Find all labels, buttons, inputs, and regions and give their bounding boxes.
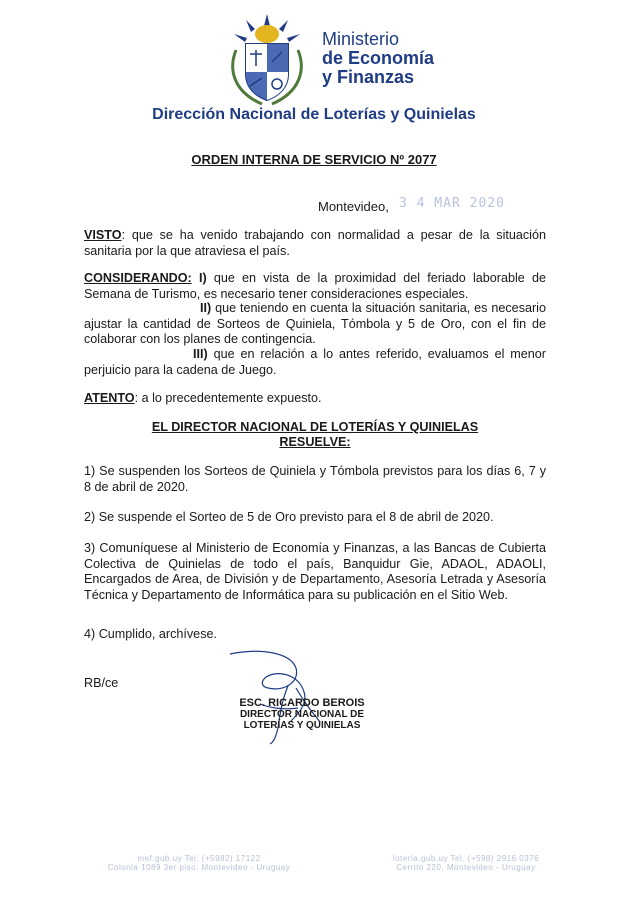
coat-of-arms-icon	[224, 14, 310, 110]
footer-right	[376, 854, 556, 872]
footer-left	[84, 854, 314, 872]
signatory-name: ESC. RICARDO BEROIS	[239, 697, 365, 709]
initials: RB/ce	[84, 676, 119, 690]
considerando-1-number: I)	[198, 271, 207, 285]
considerando-2-text: que teniendo en cuenta la situación sanitaria, es necesario ajustar la cantidad de Sorteos de Quiniela, Tómbola y 5 de Oro, con el fin de colaborar con los planes de contingencia.	[84, 301, 546, 346]
considerando-1-text: que en vista de la proximidad del feriado laborable de Semana de Turismo, es necesario tener consideraciones especiales.	[84, 271, 547, 301]
footer-right-line-2: Cerrito 220, Montevideo - Uruguay	[396, 863, 536, 872]
resolve-line-2: RESUELVE:	[279, 435, 351, 449]
ministry-line-3: y Finanzas	[322, 67, 415, 87]
date-stamp: 3 4 MAR 2020	[399, 196, 505, 211]
resolve-line-1: EL DIRECTOR NACIONAL DE LOTERÍAS Y QUINIELAS	[151, 420, 479, 434]
considerando-3-paragraph	[84, 347, 546, 378]
visto-paragraph	[84, 228, 546, 259]
footer-right-line-1: loteria.gub.uy Tel. (+598) 2916 0376	[392, 854, 540, 863]
considerando-3-text: que en relación a lo antes referido, evaluamos el menor perjuicio para la cadena de Juego.	[84, 347, 546, 377]
resolution-item-4: 4) Cumplido, archívese.	[84, 627, 217, 641]
document-title: ORDEN INTERNA DE SERVICIO Nº 2077	[191, 152, 437, 167]
considerando-2-paragraph	[84, 301, 546, 348]
footer-left-line-2: Colonia 1089 3er piso. Montevideo - Uruguay	[107, 863, 291, 872]
directorate-heading: Dirección Nacional de Loterías y Quinielas	[152, 106, 476, 123]
footer-left-line-1: mef.gub.uy Tel. (+5982) 17122	[137, 854, 261, 863]
place-label: Montevideo,	[318, 199, 389, 214]
resolve-heading	[84, 420, 546, 450]
resolution-item-1: 1) Se suspenden los Sorteos de Quiniela y Tómbola previstos para los días 6, 7 y 8 de abril de 2020.	[84, 464, 546, 494]
atento-label: ATENTO	[84, 391, 135, 405]
signatory-role-2: LOTERÍAS Y QUINIELAS	[243, 720, 361, 731]
ministry-line-1: Ministerio	[322, 29, 400, 49]
resolution-item-2: 2) Se suspende el Sorteo de 5 de Oro previsto para el 8 de abril de 2020.	[84, 510, 494, 524]
considerando-paragraph	[84, 271, 546, 302]
atento-text: : a lo precedentemente expuesto.	[134, 391, 322, 405]
visto-text: : que se ha venido trabajando con normalidad a pesar de la situación sanitaria por la que atraviesa el país.	[84, 228, 546, 258]
ministry-line-2: de Economía	[322, 48, 435, 68]
considerando-label: CONSIDERANDO:	[84, 271, 192, 285]
atento-paragraph	[84, 391, 546, 407]
signatory-block	[232, 698, 372, 731]
considerando-3-number: III)	[193, 347, 208, 361]
visto-label: VISTO	[84, 228, 122, 242]
considerando-2-number: II)	[200, 301, 212, 315]
ministry-name	[322, 30, 434, 87]
resolution-item-3: 3) Comuníquese al Ministerio de Economía y Finanzas, a las Bancas de Cubierta Colectiva de Quinielas de todo el país, Banquidur Gie, ADAOL, ADAOLI, Encargados de Area, de División y de Departamento, Asesoría Letrada y Asesoría Técnica y Departamento de Informática para su publicación en el Sitio Web.	[84, 541, 546, 602]
signatory-role-1: DIRECTOR NACIONAL DE	[239, 709, 365, 720]
